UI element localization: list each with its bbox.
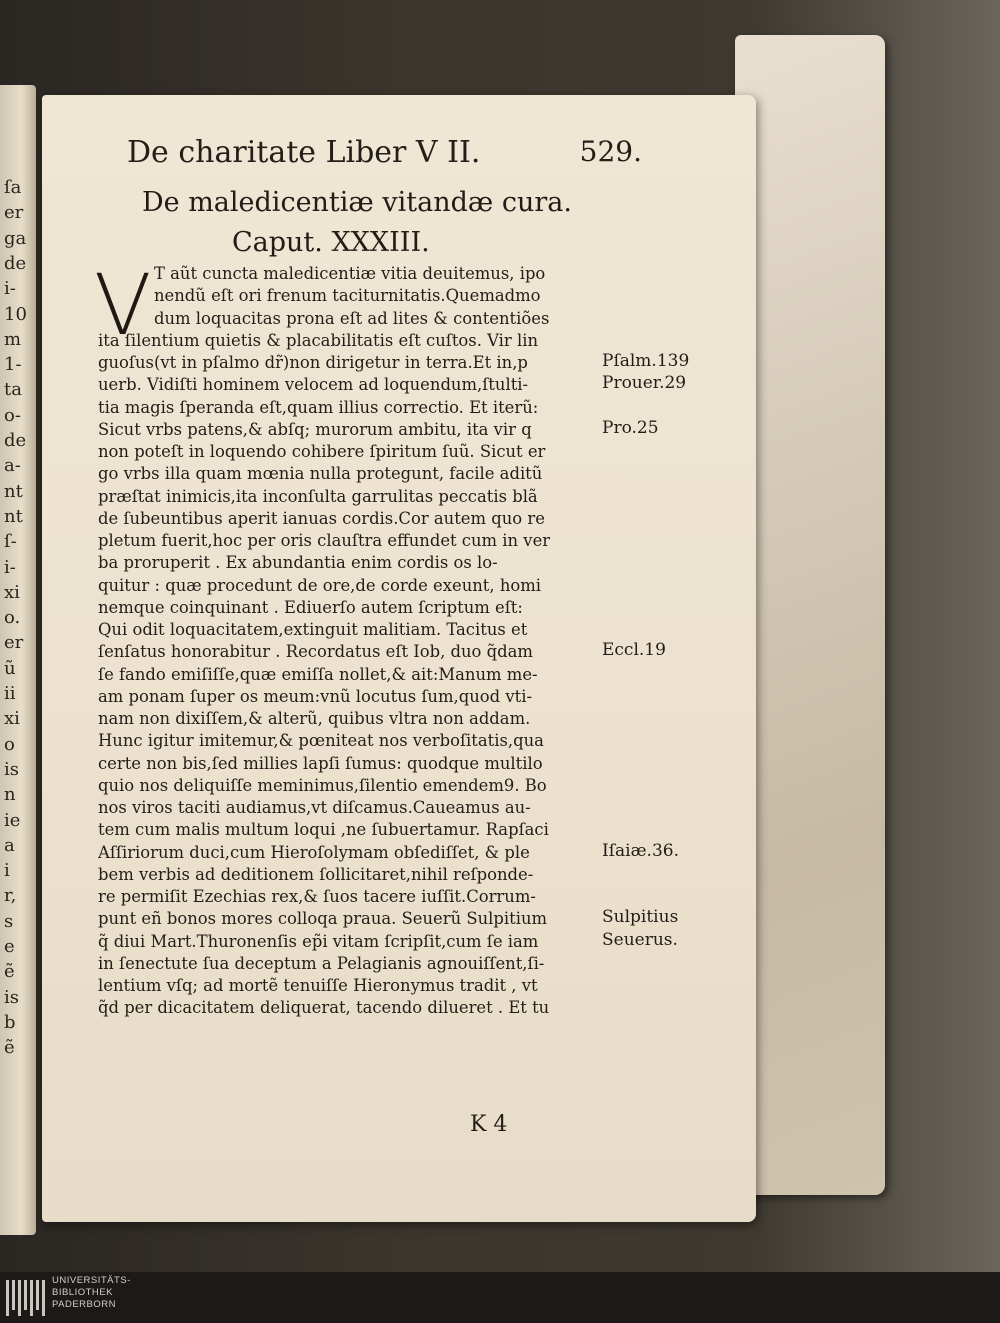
left-page-fragment: o- [4, 404, 21, 426]
marginal-note: Prouer.29 [602, 373, 687, 394]
left-page-fragment: m [4, 328, 22, 350]
left-page-fragment: ẽ [4, 961, 15, 983]
text-line: præſtat inimicis,ita inconſulta garrulitas peccatis blã [98, 486, 538, 506]
text-line: tia magis ſperanda eſt,quam illius correctio. Et iterũ: [98, 397, 539, 417]
left-page-fragment: ta [4, 379, 22, 401]
text-line: T aũt cuncta maledicentiæ vitia deuitemus, ipo [154, 264, 546, 283]
text-line: quio nos deliquiſſe meminimus,ſilentio emendem9. Bo [98, 775, 547, 795]
left-page-fragment: i- [4, 278, 16, 300]
left-page-fragment: ſ- [4, 531, 17, 553]
text-line: punt eñ bonos mores colloqa praua. Seuerũ Sulpitium [98, 909, 548, 929]
text-line: Sicut vrbs patens,& abſq; murorum ambitu, ita vir q [98, 419, 532, 439]
left-page-fragment: a- [4, 455, 21, 477]
left-page-fragment: de [4, 430, 27, 451]
chapter-number: Caput. XXXIII. [232, 227, 430, 258]
left-page-fragment: ga [4, 227, 27, 249]
page-number: 529. [579, 135, 642, 168]
text-line: dum loquacitas prona eſt ad lites & contentiões [154, 308, 550, 328]
signature-mark: K 4 [470, 1112, 508, 1137]
text-line: Qui odit loquacitatem,extinguit malitiam. Tacitus et [98, 620, 528, 639]
marginal-note: Eccl.19 [602, 640, 666, 661]
left-page-fragment: 10 [4, 303, 27, 325]
left-page-fragment: i [4, 860, 10, 882]
running-head-row [127, 135, 642, 180]
left-page-fragment: er [4, 632, 24, 654]
text-line: am ponam ſuper os meum:vnũ locutus ſum,quod vti- [98, 686, 532, 706]
text-line: uerb. Vidiſti hominem velocem ad loquendum,ſtulti- [98, 375, 529, 395]
text-line: go vrbs illa quam mœnia nulla protegunt, facile aditũ [98, 464, 543, 484]
text-line: re permiſit Ezechias rex,& ſuos tacere iuſſit.Corrum- [98, 887, 536, 906]
text-line: nemque coinquinant . Ediuerſo autem ſcriptum eſt: [98, 597, 523, 617]
left-page-fragment: r, [4, 885, 17, 907]
text-line: q̃ diui Mart.Thuronenſis ep̃i vitam ſcripſit,cum ſe iam [98, 931, 539, 951]
left-page-fragment: ẽ [4, 1037, 15, 1059]
text-line: tem cum malis multum loqui ,ne ſubuertamur. Rapſaci [98, 820, 549, 840]
text-line: non poteſt in loquendo cohibere ſpiritum ſuũ. Sicut er [98, 442, 546, 461]
drop-cap: V [94, 256, 152, 354]
text-line: Aſſiriorum duci,cum Hieroſolymam obſediſſet, & ple [98, 842, 530, 862]
library-logo-icon [6, 1280, 48, 1316]
marginal-note: Sulpitius [602, 907, 679, 928]
left-page-fragment: b [4, 1011, 16, 1033]
vellum-cover [735, 35, 885, 1195]
left-page-fragment: e [4, 936, 15, 957]
left-page-fragment: o [4, 733, 15, 755]
text-line: in ſenectute ſua deceptum a Pelagianis agnouiſſent,ſi- [98, 953, 545, 973]
left-page-fragment: 1- [4, 354, 22, 376]
chapter-title: De maledicentiæ vitandæ cura. [142, 187, 572, 218]
running-head: De charitate Liber V II. [127, 135, 481, 170]
book-page [42, 95, 756, 1222]
text-line: ba proruperit . Ex abundantia enim cordis os lo- [98, 553, 498, 573]
left-page-fragment: ii [4, 683, 16, 704]
logo-bar [42, 1280, 45, 1316]
logo-bar [24, 1280, 27, 1310]
marginal-note: Pro.25 [602, 417, 659, 438]
left-page-fragment: nt [4, 505, 23, 527]
text-line: ita ſilentium quietis & placabilitatis eſt cuſtos. Vir lin [98, 330, 539, 350]
left-page-fragment: ũ [4, 657, 16, 679]
left-page-fragment: is [4, 758, 19, 780]
logo-bar [18, 1280, 21, 1316]
left-page-text-fragments [0, 85, 36, 1235]
left-page-fragment: n [4, 784, 16, 806]
left-page-fragment: xi [4, 708, 20, 730]
library-name-line3: PADERBORN [52, 1299, 116, 1310]
marginal-note: Iſaiæ.36. [602, 840, 679, 861]
text-line: Hunc igitur imitemur,& pœniteat nos verboſitatis,qua [98, 731, 544, 751]
text-line: lentium vſq; ad mortẽ tenuiſſe Hieronymus tradit , vt [98, 976, 538, 995]
library-name-line2: BIBLIOTHEK [52, 1287, 113, 1298]
left-page-fragment: ie [4, 809, 21, 831]
left-page-edge [0, 85, 36, 1235]
library-name-line1: UNIVERSITÄTS- [52, 1275, 131, 1286]
text-line: nam non dixiſſem,& alterũ, quibus vltra non addam. [98, 709, 531, 728]
text-line: nos viros taciti audiamus,vt diſcamus.Caueamus au- [98, 798, 531, 817]
library-footer [0, 1272, 1000, 1323]
left-page-fragment: ſa [4, 177, 22, 198]
text-line: quitur : quæ procedunt de ore,de corde exeunt, homi [98, 575, 542, 595]
text-line: nendũ eſt ori frenum taciturnitatis.Quemadmo [154, 286, 541, 306]
text-line: certe non bis,ſed millies lapſi ſumus: quodque multilo [98, 753, 543, 773]
text-line: ſe fando emiſiſſe,quæ emiſſa nollet,& ait:Manum me- [98, 664, 538, 684]
text-line: bem verbis ad deditionem ſollicitaret,nihil reſponde- [98, 864, 534, 884]
logo-bar [36, 1280, 39, 1310]
text-line: q̃d per dicacitatem deliquerat, tacendo dilueret . Et tu [98, 998, 550, 1018]
left-page-fragment: a [4, 834, 15, 856]
left-page-fragment: de [4, 252, 27, 274]
logo-bar [6, 1280, 9, 1316]
left-page-fragment: s [4, 910, 14, 932]
left-page-fragment: o. [4, 607, 21, 629]
text-line: guoſus(vt in pſalmo dr̃)non dirigetur in terra.Et in,p [98, 353, 528, 372]
left-page-fragment: er [4, 202, 24, 224]
marginal-note: Pſalm.139 [602, 351, 690, 371]
left-page-fragment: is [4, 986, 19, 1008]
left-page-fragment: xi [4, 581, 20, 603]
left-page-fragment: i- [4, 556, 16, 578]
left-page-fragment: nt [4, 480, 23, 502]
text-line: pletum fuerit,hoc per oris clauſtra effundet cum in ver [98, 531, 551, 550]
logo-bar [30, 1280, 33, 1316]
text-line: de ſubeuntibus aperit ianuas cordis.Cor autem quo re [98, 508, 545, 528]
logo-bar [12, 1280, 15, 1310]
text-line: ſenſatus honorabitur . Recordatus eſt Iob, duo q̃dam [98, 642, 533, 662]
marginal-note: Seuerus. [602, 929, 678, 950]
